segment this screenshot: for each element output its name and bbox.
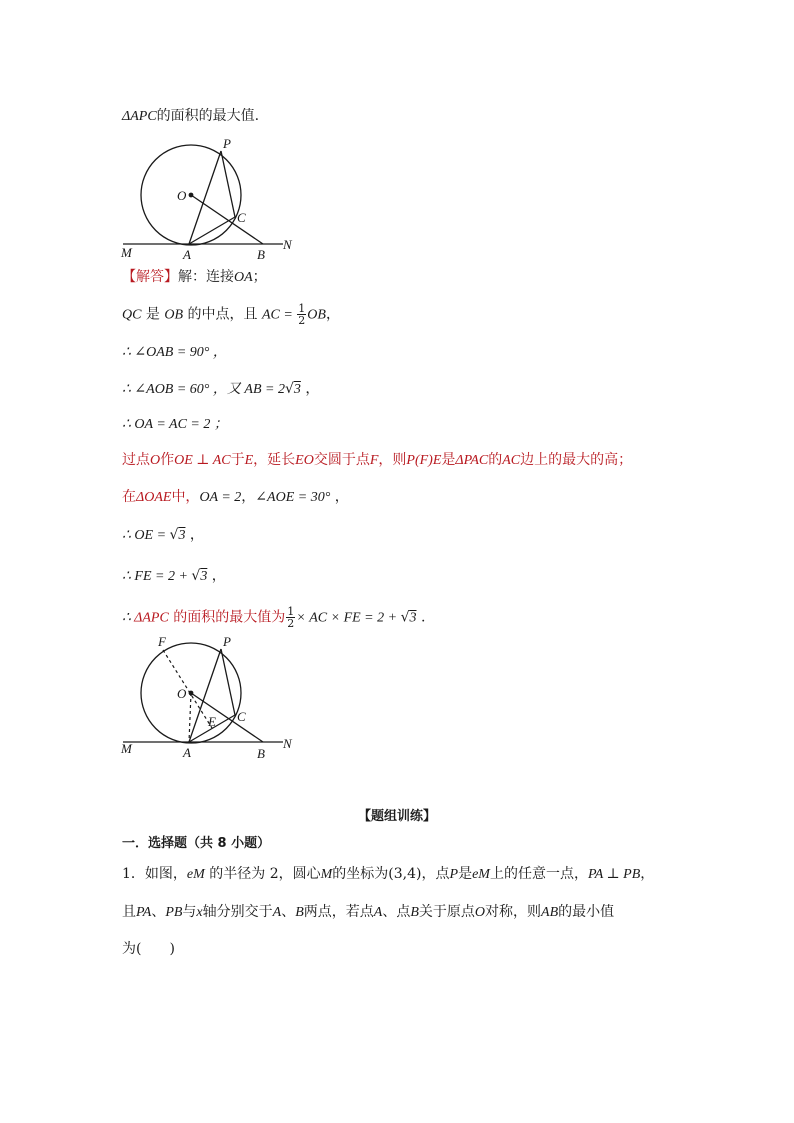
label-o: O [177,188,187,203]
math: EO [295,453,314,468]
math: E [244,453,254,468]
math: e [472,867,479,882]
math: OA [234,270,253,285]
math: M [478,867,490,882]
text: 、点 [382,904,411,920]
math: ∴ ∠OAB = 90° ， [122,345,227,360]
sqrt-value: 3 [200,569,208,584]
math: ΔAPC [134,610,169,626]
fraction [286,606,295,629]
label-c: C [237,210,246,225]
text: 两点，若点 [303,904,374,920]
text: 且 [122,904,136,920]
text: 与 [182,904,197,920]
sqrt-value: 3 [293,382,301,397]
label-e: E [208,714,216,729]
math: ∴ [122,610,135,626]
dashed-fe [163,650,212,728]
intro-text: 的面积的最大值. [156,108,260,124]
triangle-apc: ΔAPC [122,109,157,124]
question-1-line-1 [122,864,654,885]
text: 中， [171,489,200,505]
solution-line-5 [122,414,228,435]
math: OA = 2 [199,490,242,505]
math: ∴ OA = AC = 2 ； [122,417,228,432]
text: 是 [141,306,165,323]
math: AB = 2 [244,382,285,397]
answer-tag: 【解答】 [122,269,178,285]
math: x [196,905,203,920]
sqrt-sign: √ [400,609,410,626]
text: 作 [160,452,175,468]
math: ∴ ∠AOB = 60° ，又 [122,382,245,397]
math: QC [122,307,142,323]
text: 的 [488,452,503,468]
text: 是 [441,452,456,468]
solution-line-2 [122,303,340,326]
text: ， [300,381,320,397]
text: ，延长 [253,452,296,468]
sqrt-sign: √ [284,381,294,397]
question-1-line-3 [122,939,175,959]
text: ，则 [378,452,407,468]
text: . [416,609,426,626]
text: 是 [458,866,473,882]
math: M [193,867,205,882]
sqrt-value: 3 [409,610,417,626]
math: ΔOAE [136,490,172,505]
denominator: 2 [298,314,306,327]
text: 在 [122,489,136,505]
math: A [272,905,282,920]
math: B [295,905,304,920]
text: ， [325,306,340,323]
text: 关于原点 [418,904,475,920]
math: × AC × FE = 2 + [296,610,401,626]
figure-2 [115,632,305,762]
text: 上的任意一点， [489,866,588,882]
math: e [186,867,194,882]
denominator: 2 [287,617,295,630]
text: 为( ) [122,941,175,957]
intro-line [122,106,259,127]
sqrt-value: 3 [178,528,186,543]
solution-line-6 [122,450,632,471]
math: ∴ FE = 2 + [122,569,192,584]
math: P [449,867,459,882]
math: M [320,867,333,882]
label-a: A [183,745,191,760]
math: OB [164,307,184,323]
text: 轴分别交于 [202,904,273,920]
fraction [297,303,306,326]
text: 的坐标为(3,4)，点 [332,866,450,882]
label-n: N [283,736,292,751]
math: B [410,905,419,920]
math: O [150,453,161,468]
text: 、 [151,904,166,920]
math: PA [136,905,152,920]
solution-line-9 [122,566,226,587]
text: 1．如图， [122,866,187,882]
label-f: F [158,634,166,649]
solution-line-8 [122,525,204,546]
math: PB [165,905,183,920]
label-p: P [223,634,231,649]
solution-line-1 [122,267,267,288]
solution-line-7 [122,487,349,508]
label-a: A [183,247,191,262]
solution-line-10 [122,606,425,629]
math: A [373,905,383,920]
math: O [474,905,486,920]
training-heading: 【题组训练】 [357,809,436,824]
math: ΔPAC [455,453,489,468]
question-1-line-2 [122,902,614,923]
text: 的中点，且 [183,306,262,323]
solution-line-3 [122,342,227,363]
label-n: N [283,237,292,252]
label-c: C [237,709,246,724]
numerator: 1 [287,605,295,618]
text: 过点 [122,452,150,468]
text: 解：连接 [178,269,234,285]
label-b: B [257,247,265,262]
math: OB [307,307,326,323]
text: ； [252,269,267,285]
text: 、 [281,904,296,920]
math: F [369,453,379,468]
label-o: O [177,686,187,701]
section-title: 一．选择题（共 8 小题） [122,836,271,851]
label-m: M [121,741,132,756]
math: AC [502,453,521,468]
text: ， [185,527,204,543]
sqrt-sign: √ [169,527,179,543]
text: 的面积的最大值为 [168,609,286,626]
text: 对称，则 [485,904,542,920]
text: 的最小值 [558,904,615,920]
point-o-dot [189,691,194,696]
math: OE ⊥ AC [174,453,231,468]
label-m: M [121,245,132,260]
math: AC = [261,307,297,323]
text: 边上的最大的高； [520,452,633,468]
point-o-dot [189,193,194,198]
text: ， [640,866,655,882]
math: AB [541,905,559,920]
figure-1 [115,133,305,263]
text: 的半径为 2，圆心 [204,866,321,882]
numerator: 1 [298,302,306,315]
text: 于 [230,452,245,468]
math: P(F)E [406,453,442,468]
text: ， [330,489,349,505]
solution-line-4 [122,379,319,400]
math: PA ⊥ PB [587,867,641,882]
math: ∴ OE = [122,528,170,543]
dashed-oa [189,693,191,742]
math: ∠AOE = 30° [255,490,331,505]
label-b: B [257,746,265,761]
label-p: P [223,136,231,151]
text: ， [207,568,226,584]
text: ， [241,489,256,505]
sqrt-sign: √ [191,568,201,584]
text: 交圆于点 [313,452,370,468]
